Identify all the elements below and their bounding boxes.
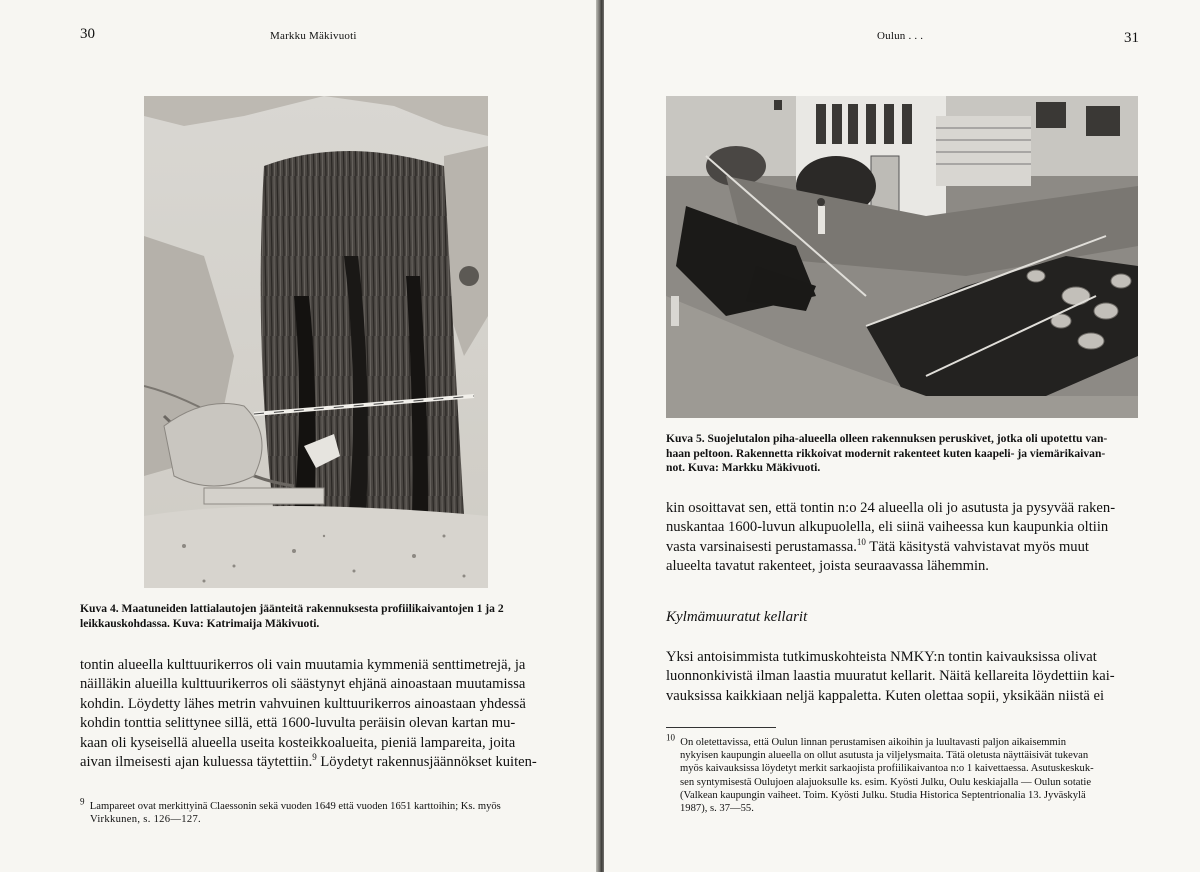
courtyard-excavation-image xyxy=(666,96,1138,418)
footnote-marker: 9 xyxy=(80,796,85,807)
footnote-line: 1987), s. 37—55. xyxy=(680,803,754,815)
body-line: kohdin tonttia selittynee sillä, että 1600-luvulta peräisin olevan kartan mu- xyxy=(80,715,516,732)
footnote-line: sen syntymisestä Oulujoen alajuoksulle ks. esim. Kyösti Julku, Oulu keskiajalla — Oulun sotatie xyxy=(680,776,1092,788)
body-line: kin osoittavat sen, että tontin n:o 24 alueella oli jo asutusta ja pysyvää raken- xyxy=(666,500,1116,516)
body-line: alueelta tavatut rakenteet, joista seuraavassa lähemmin. xyxy=(666,558,989,575)
caption-line: Kuva 4. Maatuneiden lattialautojen jäänteitä rakennuksesta profiilikaivantojen 1 ja 2 xyxy=(80,602,504,615)
footnote-9 xyxy=(80,796,558,826)
caption-line: Kuva 5. Suojelutalon piha-alueella olleen rakennuksen peruskivet, jotka oli upotettu van- xyxy=(666,432,1108,445)
body-line: Yksi antoisimmista tutkimuskohteista NMKY:n tontin kaivauksissa olivat xyxy=(666,649,1097,665)
excavation-floorboards-image xyxy=(144,96,488,588)
body-line: vasta varsinaisesti perustamassa.$^{10}$ Tätä käsitystä vahvistavat myös muut xyxy=(666,536,1089,555)
caption-line: not. Kuva: Markku Mäkivuoti. xyxy=(666,461,821,474)
body-line: luonnonkivistä ilman laastia muuratut kellarit. Näitä kellareita löydettiin kai- xyxy=(666,668,1115,685)
right-body-text-1 xyxy=(666,499,1142,577)
body-line: kohdin. Löydetty lähes metrin vahvuinen kulttuurikerros ainoastaan yhdessä xyxy=(80,695,526,712)
left-body-text xyxy=(80,656,558,772)
caption-line: leikkauskohdassa. Kuva: Katrimaija Mäkivuoti. xyxy=(80,616,320,630)
body-line: näilläkin alueilla kulttuurikerros oli säästynyt ehjänä ainoastaan muutamissa xyxy=(80,676,526,693)
footnote-line: (Valkean kaupungin vaiheet. Toim. Kyösti Julku. Studia Historica Septentrionalia 13. Jyväskylä xyxy=(680,789,1086,801)
footnote-ref-10[interactable]: 10 xyxy=(856,536,866,547)
footnote-line: Virkkunen, s. 126—127. xyxy=(90,814,202,826)
figure-5-photo xyxy=(666,96,1138,418)
body-line: nuskantaa 1600-luvun alkupuolella, eli siinä vaiheessa kun kaupunkia oltiin xyxy=(666,519,1109,536)
footnote-divider xyxy=(666,727,776,728)
right-page xyxy=(604,0,1200,872)
right-body-text-2 xyxy=(666,648,1142,706)
footnote-ref-9[interactable]: 9 xyxy=(312,752,317,763)
left-page xyxy=(0,0,598,872)
figure-5-caption xyxy=(666,432,1142,476)
running-head-right: Oulun . . . xyxy=(877,30,924,42)
body-line: kaan oli kyseisellä alueella useita kosteikkoalueita, pieniä lampareita, joita xyxy=(80,734,516,751)
footnote-marker: 10 xyxy=(666,732,675,743)
page-number-right: 31 xyxy=(1124,30,1139,46)
footnote-line: $^9$ Lampareet ovat merkittyinä Claessonin sekä vuoden 1649 että vuoden 1651 karttoihin; Ks. myös xyxy=(80,796,501,812)
footnote-line: nykyisen kaupungin alueella on ollut asutusta ja viljelysmaita. Tätä oletusta näyttäisivät tukevan xyxy=(680,750,1089,762)
body-line: vauksissa kaikkiaan neljä kappaletta. Kuten olettaa sopii, yksikään niistä ei xyxy=(666,687,1105,704)
section-heading: Kylmämuuratut kellarit xyxy=(666,609,808,625)
running-head-left: Markku Mäkivuoti xyxy=(270,30,357,42)
caption-line: haan peltoon. Rakennetta rikkoivat modernit rakenteet kuten kaapeli- ja viemärikaivan- xyxy=(666,446,1106,460)
body-line: aivan ilmeisesti ajan kuluessa täytettiin.$^9$ Löydetyt rakennusjäännökset kuiten- xyxy=(80,752,537,771)
footnote-10 xyxy=(666,732,1142,815)
figure-4-photo xyxy=(144,96,488,588)
body-line: tontin alueella kulttuurikerros oli vain muutamia kymmeniä senttimetrejä, ja xyxy=(80,657,526,673)
footnote-line: myös kaivauksissa löydetyt merkit sarkaojista profiilikaivantoa n:o 1 kaivettaessa. Asutuskeskuk- xyxy=(680,763,1094,775)
page-number-left: 30 xyxy=(80,26,95,42)
figure-4-caption xyxy=(80,602,520,631)
footnote-line: $^{10}$ On oletettavissa, että Oulun linnan perustamisen aikoihin ja luultavasti paljon aikaisemmin xyxy=(666,732,1067,748)
